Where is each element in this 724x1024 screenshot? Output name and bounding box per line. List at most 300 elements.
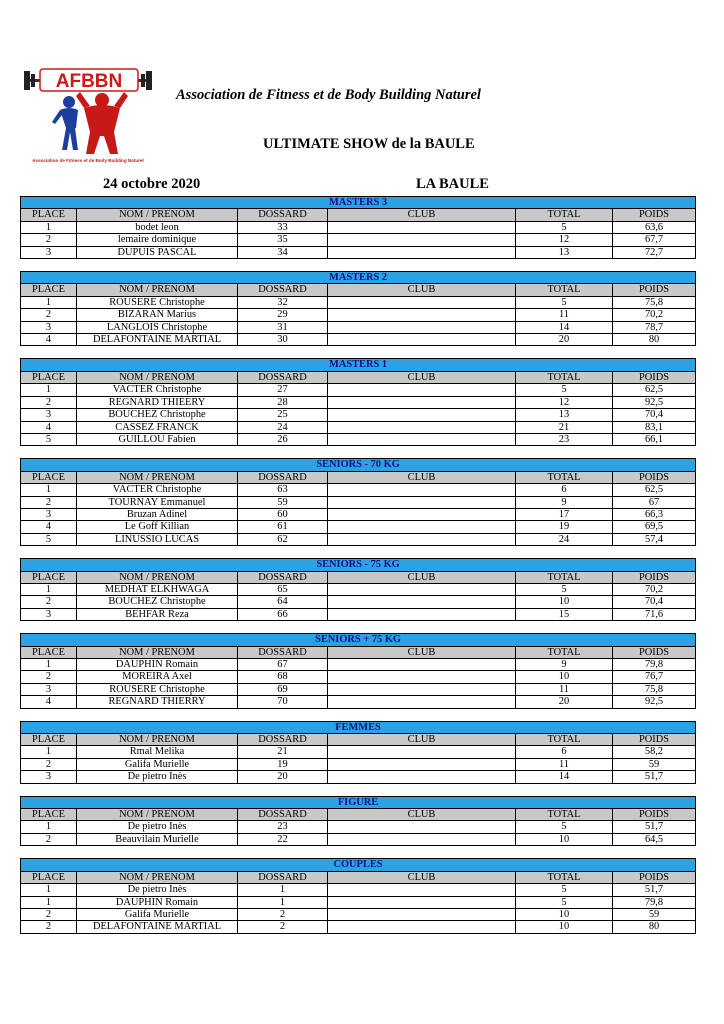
table-row — [21, 884, 696, 896]
column-header-total: TOTAL — [516, 284, 613, 296]
column-header-club: CLUB — [328, 734, 516, 746]
cell-weight: 70,2 — [613, 583, 696, 595]
cell-total: 20 — [516, 334, 613, 346]
cell-place: 4 — [21, 696, 77, 708]
cell-bib: 70 — [238, 696, 328, 708]
bodybuilder-logo-icon — [22, 66, 154, 166]
cell-place: 4 — [21, 521, 77, 533]
cell-weight: 79,8 — [613, 896, 696, 908]
table-spacer — [20, 784, 695, 796]
cell-weight: 75,8 — [613, 683, 696, 695]
cell-club — [328, 921, 516, 933]
cell-bib: 64 — [238, 596, 328, 608]
cell-bib: 66 — [238, 608, 328, 620]
cell-club — [328, 671, 516, 683]
cell-club — [328, 508, 516, 520]
cell-total: 10 — [516, 921, 613, 933]
cell-place: 1 — [21, 221, 77, 233]
category-title-row — [21, 459, 696, 471]
column-header-row — [21, 209, 696, 221]
cell-weight: 51,7 — [613, 821, 696, 833]
table-spacer — [20, 346, 695, 358]
column-header-weight: POIDS — [613, 871, 696, 883]
category-title: MASTERS 2 — [21, 272, 696, 284]
cell-bib: 33 — [238, 221, 328, 233]
cell-name: De pietro Inès — [77, 771, 238, 783]
cell-name: lemaire dominique — [77, 234, 238, 246]
column-header-name: NOM / PRENOM — [77, 734, 238, 746]
event-place: LA BAULE — [416, 176, 489, 192]
cell-club — [328, 746, 516, 758]
cell-club — [328, 533, 516, 545]
cell-weight: 59 — [613, 758, 696, 770]
table-row — [21, 771, 696, 783]
table-row — [21, 833, 696, 845]
table-row — [21, 421, 696, 433]
cell-total: 12 — [516, 396, 613, 408]
column-header-total: TOTAL — [516, 734, 613, 746]
column-header-total: TOTAL — [516, 646, 613, 658]
cell-name: ROUSERE Christophe — [77, 683, 238, 695]
column-header-name: NOM / PRENOM — [77, 471, 238, 483]
cell-club — [328, 896, 516, 908]
cell-weight: 51,7 — [613, 771, 696, 783]
column-header-club: CLUB — [328, 209, 516, 221]
column-header-weight: POIDS — [613, 471, 696, 483]
cell-name: De pietro Inès — [77, 821, 238, 833]
category-title-row — [21, 721, 696, 733]
column-header-bib: DOSSARD — [238, 646, 328, 658]
column-header-row — [21, 809, 696, 821]
cell-weight: 57,4 — [613, 533, 696, 545]
cell-bib: 1 — [238, 896, 328, 908]
category-title-row — [21, 559, 696, 571]
column-header-name: NOM / PRENOM — [77, 571, 238, 583]
cell-club — [328, 421, 516, 433]
column-header-total: TOTAL — [516, 371, 613, 383]
table-row — [21, 683, 696, 695]
cell-total: 13 — [516, 246, 613, 258]
cell-name: De pietro Inès — [77, 884, 238, 896]
column-header-bib: DOSSARD — [238, 471, 328, 483]
cell-weight: 92,5 — [613, 696, 696, 708]
cell-club — [328, 821, 516, 833]
category-table — [20, 633, 696, 708]
logo-text: AFBBN — [55, 71, 123, 92]
category-table — [20, 796, 696, 847]
table-row — [21, 821, 696, 833]
cell-club — [328, 833, 516, 845]
column-header-weight: POIDS — [613, 571, 696, 583]
table-row — [21, 671, 696, 683]
cell-place: 1 — [21, 384, 77, 396]
cell-total: 5 — [516, 384, 613, 396]
cell-place: 2 — [21, 671, 77, 683]
table-row — [21, 521, 696, 533]
cell-bib: 1 — [238, 884, 328, 896]
category-title-row — [21, 359, 696, 371]
table-row — [21, 608, 696, 620]
cell-name: GUILLOU Fabien — [77, 433, 238, 445]
cell-total: 20 — [516, 696, 613, 708]
column-header-weight: POIDS — [613, 734, 696, 746]
column-header-club: CLUB — [328, 646, 516, 658]
cell-bib: 67 — [238, 659, 328, 671]
cell-name: TOURNAY Emmanuel — [77, 496, 238, 508]
cell-name: VACTER Christophe — [77, 484, 238, 496]
column-header-place: PLACE — [21, 209, 77, 221]
category-title-row — [21, 197, 696, 209]
cell-club — [328, 496, 516, 508]
table-row — [21, 246, 696, 258]
column-header-club: CLUB — [328, 371, 516, 383]
event-title: ULTIMATE SHOW de la BAULE — [263, 136, 475, 152]
cell-place: 3 — [21, 508, 77, 520]
cell-name: BIZARAN Marius — [77, 309, 238, 321]
column-header-row — [21, 371, 696, 383]
cell-bib: 31 — [238, 321, 328, 333]
column-header-row — [21, 284, 696, 296]
column-header-club: CLUB — [328, 571, 516, 583]
cell-place: 3 — [21, 246, 77, 258]
cell-weight: 92,5 — [613, 396, 696, 408]
column-header-bib: DOSSARD — [238, 871, 328, 883]
cell-total: 10 — [516, 671, 613, 683]
cell-name: LINUSSIO LUCAS — [77, 533, 238, 545]
cell-bib: 28 — [238, 396, 328, 408]
column-header-weight: POIDS — [613, 209, 696, 221]
column-header-place: PLACE — [21, 809, 77, 821]
cell-name: REGNARD THIERRY — [77, 696, 238, 708]
category-title-row — [21, 634, 696, 646]
cell-total: 11 — [516, 309, 613, 321]
category-title: FIGURE — [21, 796, 696, 808]
category-title-row — [21, 272, 696, 284]
cell-place: 3 — [21, 321, 77, 333]
cell-weight: 67 — [613, 496, 696, 508]
column-header-club: CLUB — [328, 871, 516, 883]
cell-club — [328, 384, 516, 396]
cell-bib: 2 — [238, 921, 328, 933]
cell-name: Bruzan Adinel — [77, 508, 238, 520]
cell-bib: 61 — [238, 521, 328, 533]
cell-bib: 34 — [238, 246, 328, 258]
category-title-row — [21, 796, 696, 808]
cell-name: Galifa Murielle — [77, 758, 238, 770]
column-header-club: CLUB — [328, 284, 516, 296]
column-header-row — [21, 471, 696, 483]
table-spacer — [20, 846, 695, 858]
cell-name: BEHFAR Reza — [77, 608, 238, 620]
column-header-place: PLACE — [21, 571, 77, 583]
table-spacer — [20, 709, 695, 721]
column-header-place: PLACE — [21, 371, 77, 383]
column-header-total: TOTAL — [516, 209, 613, 221]
cell-name: DELAFONTAINE MARTIAL — [77, 921, 238, 933]
table-row — [21, 896, 696, 908]
table-row — [21, 296, 696, 308]
cell-club — [328, 484, 516, 496]
cell-bib: 65 — [238, 583, 328, 595]
category-title: COUPLES — [21, 859, 696, 871]
cell-place: 4 — [21, 334, 77, 346]
column-header-place: PLACE — [21, 871, 77, 883]
cell-bib: 19 — [238, 758, 328, 770]
table-row — [21, 659, 696, 671]
table-spacer — [20, 259, 695, 271]
cell-name: LANGLOIS Christophe — [77, 321, 238, 333]
cell-name: Le Goff Killian — [77, 521, 238, 533]
cell-club — [328, 771, 516, 783]
cell-place: 3 — [21, 771, 77, 783]
table-row — [21, 396, 696, 408]
table-row — [21, 433, 696, 445]
cell-club — [328, 321, 516, 333]
table-row — [21, 484, 696, 496]
cell-place: 1 — [21, 583, 77, 595]
cell-total: 11 — [516, 758, 613, 770]
cell-name: REGNARD THIEERY — [77, 396, 238, 408]
cell-total: 5 — [516, 583, 613, 595]
cell-total: 5 — [516, 884, 613, 896]
event-date: 24 octobre 2020 — [103, 176, 201, 192]
cell-place: 5 — [21, 433, 77, 445]
column-header-place: PLACE — [21, 734, 77, 746]
cell-club — [328, 608, 516, 620]
category-title: SENIORS + 75 KG — [21, 634, 696, 646]
cell-weight: 58,2 — [613, 746, 696, 758]
cell-place: 1 — [21, 896, 77, 908]
column-header-bib: DOSSARD — [238, 809, 328, 821]
cell-total: 23 — [516, 433, 613, 445]
cell-place: 5 — [21, 533, 77, 545]
cell-bib: 35 — [238, 234, 328, 246]
afbbn-logo — [22, 66, 154, 166]
table-row — [21, 921, 696, 933]
cell-bib: 26 — [238, 433, 328, 445]
cell-weight: 79,8 — [613, 659, 696, 671]
table-row — [21, 234, 696, 246]
cell-place: 2 — [21, 596, 77, 608]
cell-club — [328, 246, 516, 258]
cell-bib: 2 — [238, 908, 328, 920]
category-table — [20, 271, 696, 346]
category-title: SENIORS - 70 KG — [21, 459, 696, 471]
cell-weight: 51,7 — [613, 884, 696, 896]
cell-total: 5 — [516, 296, 613, 308]
cell-place: 1 — [21, 659, 77, 671]
cell-place: 3 — [21, 608, 77, 620]
cell-weight: 67,7 — [613, 234, 696, 246]
cell-club — [328, 396, 516, 408]
cell-place: 2 — [21, 396, 77, 408]
cell-weight: 62,5 — [613, 384, 696, 396]
column-header-weight: POIDS — [613, 809, 696, 821]
table-row — [21, 746, 696, 758]
column-header-club: CLUB — [328, 809, 516, 821]
cell-bib: 68 — [238, 671, 328, 683]
cell-total: 14 — [516, 321, 613, 333]
cell-place: 2 — [21, 833, 77, 845]
cell-weight: 75,8 — [613, 296, 696, 308]
cell-club — [328, 696, 516, 708]
cell-total: 14 — [516, 771, 613, 783]
cell-club — [328, 296, 516, 308]
cell-place: 1 — [21, 746, 77, 758]
cell-club — [328, 908, 516, 920]
table-row — [21, 533, 696, 545]
column-header-club: CLUB — [328, 471, 516, 483]
cell-name: CASSEZ FRANCK — [77, 421, 238, 433]
column-header-weight: POIDS — [613, 646, 696, 658]
cell-name: MOREIRA Axel — [77, 671, 238, 683]
cell-weight: 76,7 — [613, 671, 696, 683]
cell-name: DAUPHIN Romain — [77, 659, 238, 671]
table-row — [21, 309, 696, 321]
category-table — [20, 558, 696, 621]
cell-place: 1 — [21, 484, 77, 496]
logo-subtext: Association de Fitness et de Body Building Naturel — [32, 158, 144, 163]
cell-total: 12 — [516, 234, 613, 246]
cell-name: Beauvilain Murielle — [77, 833, 238, 845]
cell-club — [328, 521, 516, 533]
cell-weight: 78,7 — [613, 321, 696, 333]
cell-weight: 66,1 — [613, 433, 696, 445]
cell-total: 24 — [516, 533, 613, 545]
cell-weight: 64,5 — [613, 833, 696, 845]
cell-bib: 29 — [238, 309, 328, 321]
cell-name: BOUCHEZ Christophe — [77, 409, 238, 421]
category-table — [20, 858, 696, 933]
cell-bib: 62 — [238, 533, 328, 545]
cell-place: 3 — [21, 409, 77, 421]
category-table — [20, 358, 696, 446]
cell-total: 6 — [516, 484, 613, 496]
cell-club — [328, 596, 516, 608]
cell-bib: 63 — [238, 484, 328, 496]
cell-total: 10 — [516, 833, 613, 845]
category-title: MASTERS 3 — [21, 197, 696, 209]
cell-weight: 63,6 — [613, 221, 696, 233]
cell-weight: 70,2 — [613, 309, 696, 321]
column-header-bib: DOSSARD — [238, 371, 328, 383]
column-header-weight: POIDS — [613, 371, 696, 383]
cell-total: 5 — [516, 221, 613, 233]
cell-total: 19 — [516, 521, 613, 533]
cell-place: 2 — [21, 496, 77, 508]
column-header-name: NOM / PRENOM — [77, 809, 238, 821]
cell-place: 3 — [21, 683, 77, 695]
cell-bib: 60 — [238, 508, 328, 520]
cell-club — [328, 583, 516, 595]
cell-bib: 30 — [238, 334, 328, 346]
cell-club — [328, 433, 516, 445]
cell-total: 10 — [516, 908, 613, 920]
table-spacer — [20, 546, 695, 558]
organization-title: Association de Fitness et de Body Building Naturel — [176, 87, 481, 103]
cell-club — [328, 758, 516, 770]
table-row — [21, 508, 696, 520]
cell-place: 2 — [21, 908, 77, 920]
cell-bib: 20 — [238, 771, 328, 783]
table-row — [21, 334, 696, 346]
table-row — [21, 758, 696, 770]
cell-weight: 80 — [613, 921, 696, 933]
cell-place: 1 — [21, 821, 77, 833]
table-row — [21, 908, 696, 920]
table-row — [21, 583, 696, 595]
cell-bib: 69 — [238, 683, 328, 695]
cell-bib: 27 — [238, 384, 328, 396]
column-header-name: NOM / PRENOM — [77, 646, 238, 658]
category-title-row — [21, 859, 696, 871]
cell-name: DELAFONTAINE MARTIAL — [77, 334, 238, 346]
cell-name: VACTER Christophe — [77, 384, 238, 396]
column-header-row — [21, 571, 696, 583]
column-header-name: NOM / PRENOM — [77, 209, 238, 221]
column-header-place: PLACE — [21, 646, 77, 658]
cell-place: 1 — [21, 296, 77, 308]
column-header-row — [21, 646, 696, 658]
column-header-bib: DOSSARD — [238, 284, 328, 296]
cell-place: 2 — [21, 234, 77, 246]
table-row — [21, 221, 696, 233]
category-table — [20, 196, 696, 259]
cell-total: 9 — [516, 496, 613, 508]
table-row — [21, 321, 696, 333]
cell-total: 6 — [516, 746, 613, 758]
cell-total: 11 — [516, 683, 613, 695]
cell-club — [328, 309, 516, 321]
cell-name: Rmal Melika — [77, 746, 238, 758]
cell-name: ROUSERE Christophe — [77, 296, 238, 308]
cell-club — [328, 409, 516, 421]
cell-total: 21 — [516, 421, 613, 433]
cell-club — [328, 234, 516, 246]
cell-name: MEDHAT ELKHWAGA — [77, 583, 238, 595]
cell-bib: 25 — [238, 409, 328, 421]
cell-club — [328, 334, 516, 346]
column-header-total: TOTAL — [516, 809, 613, 821]
cell-club — [328, 659, 516, 671]
table-spacer — [20, 446, 695, 458]
cell-club — [328, 221, 516, 233]
column-header-name: NOM / PRENOM — [77, 284, 238, 296]
column-header-weight: POIDS — [613, 284, 696, 296]
cell-weight: 72,7 — [613, 246, 696, 258]
category-table — [20, 458, 696, 546]
table-row — [21, 384, 696, 396]
cell-name: BOUCHEZ Christophe — [77, 596, 238, 608]
table-row — [21, 409, 696, 421]
category-title: FEMMES — [21, 721, 696, 733]
category-title: MASTERS 1 — [21, 359, 696, 371]
column-header-row — [21, 734, 696, 746]
cell-weight: 71,6 — [613, 608, 696, 620]
cell-club — [328, 683, 516, 695]
cell-place: 2 — [21, 921, 77, 933]
table-row — [21, 496, 696, 508]
cell-bib: 24 — [238, 421, 328, 433]
cell-place: 2 — [21, 758, 77, 770]
cell-total: 5 — [516, 821, 613, 833]
category-title: SENIORS - 75 KG — [21, 559, 696, 571]
column-header-total: TOTAL — [516, 471, 613, 483]
category-table — [20, 721, 696, 784]
cell-total: 10 — [516, 596, 613, 608]
results-tables — [20, 196, 695, 934]
cell-name: Galifa Murielle — [77, 908, 238, 920]
